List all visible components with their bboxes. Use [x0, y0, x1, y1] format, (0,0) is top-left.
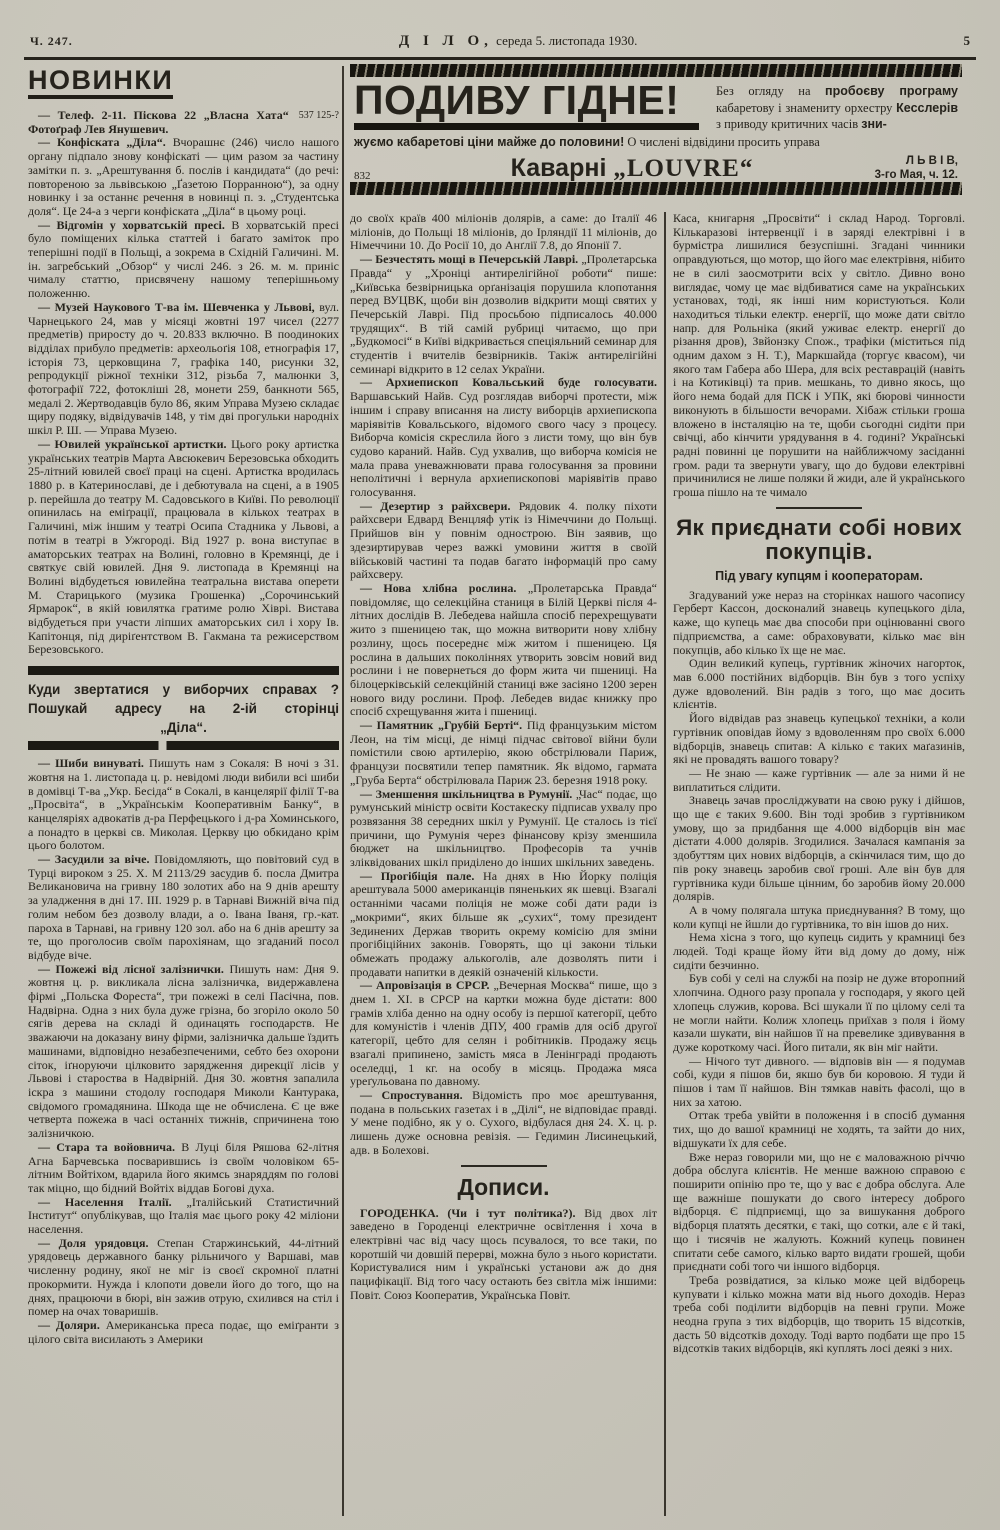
article-paragraph [673, 931, 965, 972]
notice-line-2: Пошукай адресу на 2-ій сторінці [28, 701, 339, 717]
ad-text-segment: Кесслерів [896, 100, 958, 115]
dopys-lead: ГОРОДЕНКА. (Чи і тут політика?). [360, 1205, 576, 1220]
phone-ref-number: 537 125-? [298, 110, 339, 121]
ad-venue [424, 155, 840, 182]
news-item [28, 853, 339, 963]
ad-street-line: 3-го Мая, ч. 12. [874, 168, 958, 181]
section-divider-rule [776, 507, 862, 509]
notice-bar-bottom [28, 741, 339, 750]
ad-text-segment: кабаретову і знамениту орхестру [716, 100, 897, 115]
article-paragraph [673, 972, 965, 1054]
news-item [350, 788, 657, 870]
article-paragraph [673, 1151, 965, 1274]
news-item [28, 1196, 339, 1237]
news-item-text: Вчорашнє (246) число нашого органу підпало знову конфіскаті — цим разом за частину замітки п. з. „Арештування б. послів і кандидата“ (до речі: повтореною за львівською „Ґазетою Порранною“), за одну новинку і за останнє речення в новинці п. з. „Студентська доля“. Це 24-а з черги конфіската „Діла“ в цьому році. [28, 135, 339, 218]
article-paragraph-text: Згадуваний уже нераз на сторінках нашого часопису Герберт Кассон, досконалий знавець купецького діла, каже, що купець має два способи при оцінюванні свого підприємства, а саме: обраховувати, кілько має він покупців, або кілько їх ще не має. [673, 587, 965, 657]
section-divider-rule [461, 1165, 547, 1167]
article-paragraph-text: Нема хісна з того, що купець сидить у крамниці без людей. Тоді краще йому йти від дому до дому, ніж сидіти безчинно. [673, 930, 965, 972]
venue-label: Каварні [510, 153, 614, 182]
article-subtitle: Під увагу купцям і кооператорам. [715, 568, 923, 583]
news-item-lead: — Спростування. [360, 1088, 463, 1102]
news-item [28, 438, 339, 657]
news-item-lead: — Пожежі від лісної залізнички. [38, 961, 224, 976]
article-paragraph [673, 904, 965, 931]
ad-headline: ПОДИВУ ГІДНЕ! [354, 77, 680, 123]
news-item [28, 109, 339, 136]
venue-name: „LOUVRE“ [613, 154, 754, 182]
news-items-middle [350, 253, 657, 1157]
news-item-lead: — Нова хлібна рослина. [360, 580, 517, 595]
left-column [28, 66, 339, 1522]
news-item-lead: — Архиепископ Ковальський буде голосувати. [360, 375, 657, 390]
news-item-text: На днях в Ню Йорку поліція арештувала 5000 американців пяненьких як шевці. Взагалі останніми часами поліція не може собі дати ради із „мокрими“, яких більше як „сухих“, тому президент Зединених Держав творить окрему комісію для зміни прогібіційних законів. Говорять, що ці закони тільки обмежать продажу алькоголів, але дозволять пити і продавати напитки в деякій означеній кількости. [350, 868, 657, 979]
news-item-lead: — Відгомін у хорватській пресі. [38, 217, 225, 232]
news-item-text: „Час“ подає, що румунський міністр освіти Костакеску підписав ухвалу про розвязання 38 середних шкіл у Румунії. Це сталось із тієї причини, що Румунія через фінансову крізу зменшила бюджет на шкільництво. Професорів та учнів зліквідованих шкіл приділено до інших шкільних заведень. [350, 786, 657, 870]
ad-text-segment: пробоєву програму [825, 84, 958, 98]
masthead-date: середа 5. листопада 1930. [492, 33, 638, 48]
news-item [350, 719, 657, 788]
article-paragraph-text: Вже нераз говорили ми, що не є маловажною річчю добра обслуга клієнтів. Не менше важною справою є поширити опінію про те, що у вас є добра обслуга. Але ще важніше пошукати до свого інтересу доброго відборця. Є підприємці, що за вишукання доброго відборця платять десятки, є такі, що сотки, але є й такі, що і тисячів не жалують. Кожний купець повинен спитати себе самого, кілько варто видати грошей, щоби приєднати собі того чи іншого відборця. [673, 1149, 965, 1274]
ad-ornament-top [350, 64, 962, 77]
news-item-lead: — Засудили за віче. [38, 852, 150, 867]
news-item-text: Повідомляють, що повітовий суд в Турці вироком з 25. X. М 2113/29 засудив б. посла Дмитра Великановича на гривну 180 золотих або на 9 днів арешту за уладження в дні 17. III. 1929 р. в Тарнаві Вижній віча під голим небом без дозволу влади, а о. Івана Іваня, гр.-кат. пароха в Тарнаві, на гривну 120 зол. або на 6 днів арешту за те, що проголосив своїм парохіянам, що згаданий посол відбуде віче. [28, 852, 339, 962]
continued-paragraph: до своїх країв 400 міліонів долярів, а саме: до Італії 46 міліонів, до Польщі 18 міліонів, до Ірляндії 11 міліонів, до Німеччини 10. До Росії 10, до Анґлії 7.8, до Японії 7. [350, 212, 657, 253]
news-item-text: Пишуть нам: Дня 9. жовтня ц. р. викликала лісна залізничка, видержавлена фірмі „Польска Фореста“, три пожежі в селі Пасічна, пов. Надвірна. Одна з них була дуже грізна, бо згоріло около 50 сягів дерева на складі й одинацять господарств. Не зважаючи на доказану вину фірми, залізничка дальше їздить машинами, відповідно незабезпеченими, себто без охорони сіток, іґноруючи цілковито зарядження дирекції лісів у Львові і староства в Надвірній. Дня 30. жовтня запалила іскра з машини стодолу господаря Миколи Кантурака, свідомого громадянина. Шкода ще не обчислена. Є це вже четверта пожежа в часі останніх тижнів, спричинена тою залізничкою. [28, 961, 339, 1141]
news-item [28, 963, 339, 1141]
notice-line-3: „Діла“. [160, 720, 207, 736]
news-item-text: „Італійський Статистичний Інститут“ опублікував, що Італія має цього року 42 міліони населення. [28, 1194, 339, 1237]
news-item-lead: — Зменшення шкільництва в Румунії. [360, 786, 573, 801]
news-item-lead: — Доля урядовця. [38, 1235, 149, 1250]
news-item-text: Степан Старжинський, 44-літний урядовець державного банку рільничого у Варшаві, мав численну родину, якої не міг із своєї скромної платні прокормити. Нужда і клопоти довели його до того, що на днях, працюючи в бюрі, він зажив отрую, схилився на стіл і помер на очах товаришів. [28, 1235, 339, 1319]
article-paragraph-text: Один великий купець, гуртівник жіночих нагорток, мав 6.000 постійних відборців. Він був з того успіху дуже вдоволений. Він радів з того, що має досить клієнтів. [673, 656, 965, 712]
page-number: 5 [963, 33, 970, 48]
ad-text-segment: з приводу критичних часів [716, 117, 862, 131]
article-title: Як приєднати собі нових покупців. [676, 514, 962, 564]
news-item [28, 136, 339, 218]
news-item [350, 1089, 657, 1158]
news-item [350, 253, 657, 376]
ad-intro-text [716, 78, 958, 133]
ad-text-segment: зни- [861, 117, 887, 131]
article-paragraph-text: Знавець зачав просліджувати на свою руку і дійшов, що ще є таких 9.600. Він тоді зробив з гуртівником умову, що за придбання ще 4.000 відборців він має дістати 4.000 долярів. Згодилися. Зачалася кампанія за здобуттям цих нових відборців, а скінчилася тим, що до пів року знавець заробив свої гроші. Але він був для гуртівника куди більше цінним, бо заробив йому 20.000 долярів. [673, 793, 965, 904]
article-paragraph [673, 589, 965, 658]
news-item-lead: — Шиби винуваті. [38, 756, 144, 771]
news-item [28, 219, 339, 301]
ad-text-segment: Без огляду на [716, 84, 826, 98]
news-item-text: вул. Чарнецького 24, мав у місяці жовтні 197 чисел (2277 предметів) приросту до ч. 20.833 включно. В поодиноких відділах прибуло предметів: археольоґія 108, етнографія 17, історія 73, церковщина 7, графіка 140, рисунки 32, репродукції ріжної техніки 312, різьба 7, малюнки 3, фотографії 722, фотокліші 28, монети 259, банкноти 565, медалі 2. Жертводавців було 86, яким Управа Музею складає щиру подяку, відвідувачів 148, у тім дві прогульки народніх шкіл Р. Ш. — Управа Музею. [28, 299, 339, 438]
news-item-lead: — Телеф. 2-11. Піскова 22 „Власна Хата“ Фотоґраф Лев Янушевич. [28, 108, 289, 136]
news-item [350, 500, 657, 582]
news-item-text: „Вечерная Москва“ пише, що з днем 1. XI. в СРСР на картки можна буде дістати: 800 грамів хліба денно на одну особу із першої категорії, цебто для комуністів і членів ДПУ, 400 грамів для осіб другої категорії, цебто для селян і робітників. Продажу яєць взагалі припинено, замість мяса в Ленінграді продають оселедці, 1 кг. на особу в місяць. Продажа мяса уреґульована по давному. [350, 978, 657, 1089]
news-item [28, 1319, 339, 1346]
news-item-text: В хорватській пресі було поміщених кілька статтей і багато заміток про теперішні події в Польщі, а зокрема в Східній Галичині. М. ін. загребський „Обзор“ у числі 246. з 26. м. м. приніс чималу статтю, присвячену нашому теперішньому положенню. [28, 217, 339, 301]
news-item-text: В Луці біля Ряшова 62-літня Агна Барчевська посварившись із своїм чоловіком 65-літним Войтіхом, вдарила його якимсь знаряддям по голові так міцно, що бідний Войтіх віддав Богові духа. [28, 1139, 339, 1195]
ad-city-line: Л Ь В І В, [905, 154, 958, 167]
ad-body [350, 77, 962, 182]
news-item-lead: — Безчестять мощі в Печерській Лаврі. [360, 252, 579, 267]
middle-column [350, 212, 657, 1520]
news-item-lead: — Доляри. [38, 1317, 100, 1332]
ad-second-line [354, 134, 958, 151]
issue-number: Ч. 247. [30, 34, 73, 48]
news-item-text: Цього року артистка українських театрів Марта Авсюкевич Березовська обходить 25-літний ювилей своєї праці на сцені. Артистка вродилась 1880 р. в Катеринославі, де і дебютувала на сцені, а в 1905 р. перейшла до театру М. Садовського в Київі. По революції опинилась на еміґрації, працювала в кількох театрах в Галичині, між іншим у театрі Осипа Стадника у Львові, а потім в театрі в Ужгороді. Від 1927 р. вона виступає в аматорських театрах на Волині, головно в Кремянці, де і святкує свій ювилей. Дня 9. листопада в Кремянці на Волині відбудеться ювилейна театральна вистава оперети М. Старицького (музика Грошенка) „Сорочинський Ярмарок“, в якій ювилятка гратиме ролю Хіврі. Вистава відбудеться при участи ліпших аматорських сил і хору Ів. Капітонця, під диріґентством В. Гакмана та режисерством Березовського. [28, 436, 339, 657]
article-paragraph [673, 712, 965, 767]
article-paragraphs [673, 589, 965, 1356]
news-item-text: Пишуть нам з Сокаля: В ночі з 31. жовтня на 1. листопада ц. р. невідомі люди вибили всі шиби в домівці Т-ва „Укр. Бесіда“ в Сокалі, в канцелярії філії Т-ва „Просвіта“, в „Українськім Кооперативнім Банку“, в канцеляріях адвокатів д-ра Перфецького і д-ра Хоминського, а понадто в церкві св. Миколая. Церкву цю обкидано крім цього болотом. [28, 756, 339, 853]
news-item [28, 1237, 339, 1319]
article-paragraph [673, 1274, 965, 1356]
article-paragraph-text: Його відвідав раз знавець купецької техніки, а коли гуртівник оповідав йому з вдоволенням про своїх 6.000 відборців, знавець спитав: А кілько є таких маґазинів, які не провадять вашого товару? [673, 711, 965, 767]
article-paragraph-text: Оттак треба увійти в положення і в спосіб думання тих, що до вашої крамниці не ходять, та зайти до них, відшукати їх для себе. [673, 1108, 965, 1150]
news-item-text: Відомість про моє арештування, подана в польських газетах і в „Ділі“, не відповідає правді. У мене подібно, як у о. Сухого, відбулася дня 24. X. ц. р. лишень дуже основна ревізія. — Гедимин Лисинецький, адв. в Болехові. [350, 1088, 657, 1157]
news-item-lead: — Памятник „Грубій Берті“. [360, 718, 523, 733]
ad-ornament-bottom [350, 182, 962, 195]
news-item-text: „Пролетарська Правда“ у „Хроніці антирелігійної роботи“ пише: „Київська безвірницька орґанізація порушила клопотання перед ВУЦВК, щоби він дозволив відкрити мощі святих у Печерській Лаврі. Під просьбою підписалось 40.000 трудящих“. В тій самій рубриці читаємо, що при „Будкомосі“ в Київі відкривається спеціяльний семинар для студентів і вчителів безвірників. Такіж антирелігійні семинарі відкрито в 12 селах України. [350, 252, 657, 376]
news-item-text: Рядовик 4. полку піхоти райхсвери Едвард Венцляф утік із Німеччини до Польщі. Прийшов він у повнім однострою. Він заявив, що здезиртирував через важкі умовини життя в своїй військовій частині та подав багато інформацій про саму райхсверу. [350, 498, 657, 582]
ad-address [840, 154, 958, 182]
news-item-lead: — Апровізація в СРСР. [360, 978, 490, 993]
article-paragraph-text: Був собі у селі на службі на позір не дуже второпний хлопчина. Одного разу пропала у господаря, у якого цей хлопець служив, корова. Всі шукали її по цілому селі та не могли найти. Колиж хлопець приїхав з поля і йому казали шукати, він найшов її на превелике здивування в дуже короткому часі. Його питали, як він міг найти. [673, 971, 965, 1054]
continued-paragraph: Каса, книгарня „Просвіти“ і склад Народ. Торговлі. Кількаразові інтервенції і в заряді електрівні і в бурмістра лишилися безуспішні. Згадані чинники оправдуються, що мотор, що його має електрівня, нібито не в силі заосмотрити всіх у світло. Дивно воно виглядає, чому це має відбиватися саме на українських установах, тоді, як інші ним користуються. Коли находиться тільки електр. енергії, що може дати світло напр. для Рольніка (який уживає електр. енергії до різання дров), Звйонзку Спож., трафіки (міститься під одним дахом з Н. Т.), Маркшайда (торгує квасом), чи якого там Габера або Шера, для всіх реставрацій (навіть і на Котиківці) та прив. мешкань, то дивно якось, що його нема бодай для ПСК і УПК, які бюрові чинности виконують в більшости вечорами. Хібаж стільки гроша вложено в інсталяцію на те, щоби сьогодні сидіти при свічці, або кінчити урядування в 4. годині? Українські радні повинні це порушити на найближчому засіданні гром. ради та звернути увагу, що до будови електрівні причинилися не лише поляки й жиди, але й українського гроша пішло на те чимало [673, 212, 965, 500]
masthead-title: Д І Л О, [398, 33, 493, 49]
news-item-lead: — Конфіската „Діла“. [38, 135, 166, 150]
column-divider-2 [664, 212, 666, 1516]
election-notice-box [28, 666, 339, 750]
news-section-title: НОВИНКИ [28, 66, 173, 99]
article-paragraph [673, 657, 965, 712]
news-item [28, 301, 339, 438]
ad-headline-underline [354, 123, 699, 130]
notice-text [28, 675, 339, 741]
dopysy-section-title: Дописи. [457, 1173, 550, 1200]
news-item-text: „Пролетарська Правда“ повідомляє, що селекційна станиця в Білій Церкві після 4-літних дослідів В. Лебедева найшла спосіб перехрещувати жито з пшеницею так, що можна витворити нову хлібну розлину, щось посереднє між житом і пшеницею. Ця рослина в дальших поколіннях утворить зовсім новий вид рослини і не повернеться до форм жита чи пшениці. На білоцерківській селекційній станиці вже засіяно 1200 зерен нового виду рослини. Проф. Лебедев видає книжку про спосіб схрещування жита і пшениці. [350, 580, 657, 719]
article-paragraph [673, 1109, 965, 1150]
ad-reference-number: 832 [354, 169, 371, 182]
notice-line-1: Куди звертатися у виборчих справах ? [28, 682, 339, 698]
page-header [30, 33, 970, 50]
article-paragraph-text: А в чому полягала штука приєднування? В тому, що коли купці не йшли до гуртівника, то він ішов до них. [673, 902, 965, 931]
notice-bar-top [28, 666, 339, 675]
article-paragraph [673, 767, 965, 794]
news-item-text: Під французьким містом Леон, на тім місці, де німці підчас світової війни були помістили свою артилерію, якою обстрілювали Париж, французи посвятили тепер памятник. Як відомо, гармата „Груба Берта“ обстрілювала Париж 23. березня 1918 року. [350, 718, 657, 787]
news-item-lead: — Прогібіція пале. [360, 868, 475, 883]
article-paragraph [673, 794, 965, 904]
article-paragraph [673, 1055, 965, 1110]
news-item [28, 1141, 339, 1196]
news-item-lead: — Дезертир з райхсвери. [360, 498, 511, 513]
ad-text-segment: жуємо кабаретові ціни майже до половини! [354, 134, 625, 149]
ad-text-segment: О числені відвідини просить управа [624, 134, 820, 149]
news-item [350, 376, 657, 499]
news-items-top [28, 109, 339, 657]
news-item [350, 870, 657, 980]
news-item-lead: — Ювилей української артистки. [38, 436, 227, 451]
news-items-bottom [28, 757, 339, 1346]
news-item [350, 979, 657, 1089]
news-item-lead: — Населення Італії. [38, 1194, 172, 1209]
article-paragraph-text: — Не знаю — каже гуртівник — але за ними й не виплатиться слідити. [673, 765, 965, 794]
dopys-text: Від двох літ заведено в Городенці електричне освітлення і хоча в електрівні час від часу щось псувалося, то все таки, по коротшій чи довшій перерві, можна було з нього користати. Користувалися ним і українські установи аж до дня пацифікації. Від того часу остають без світла між іншими: Повіт. Союз Кооператив, Українська Повіт. [350, 1205, 657, 1302]
news-item [28, 757, 339, 853]
cabaret-ad [350, 64, 962, 206]
news-item-text: Американська преса подає, що еміґранти з цілого світа висилають з Америки [28, 1317, 339, 1346]
news-item-text: Варшавський Найв. Суд розглядав виборчі протести, між іншим і справу вписання на листу виборців архиепископа маріявітів Ковальського, відомого свого часу з процесу. Виборча комісія скреслила його з листи тому, що він був судово караний. Найв. Суд ухвалив, що виборча комісія не мала права уневажнювати права голосування за провини неполітичні і вернула архиепископові маріявітів право голосування. [350, 389, 657, 500]
news-item [350, 582, 657, 719]
article-paragraph-text: Треба розвідатися, за кілько може цей відборець купувати і кілько можна мати від нього доходів. Нераз треба собі поділити відборців на певні групи. Може неодна група з тих відборців, що творить 15 відсотків, дасть 50 відсотків доходу. Тоді варто подбати ще про 15 відсотків таких відборців, які куплять лосі деякі з них. [673, 1272, 965, 1356]
column-divider-1 [342, 66, 344, 1516]
news-item-lead: — Стара та войовнича. [38, 1139, 176, 1154]
news-item-lead: — Музей Наукового Т-ва ім. Шевченка у Львові, [38, 299, 315, 314]
right-column [673, 212, 965, 1520]
article-paragraph-text: — Нічого тут дивного. — відповів він — я подумав собі, куди я пішов би, якшо був би коровою. Я туди й пішов і там її найшов. Він тямкав навіть фасолі, що в них за хатою. [673, 1053, 965, 1109]
dopys-article [350, 1207, 657, 1303]
masthead [399, 33, 638, 50]
header-rule [24, 57, 976, 60]
ad-headline-block [354, 78, 706, 133]
